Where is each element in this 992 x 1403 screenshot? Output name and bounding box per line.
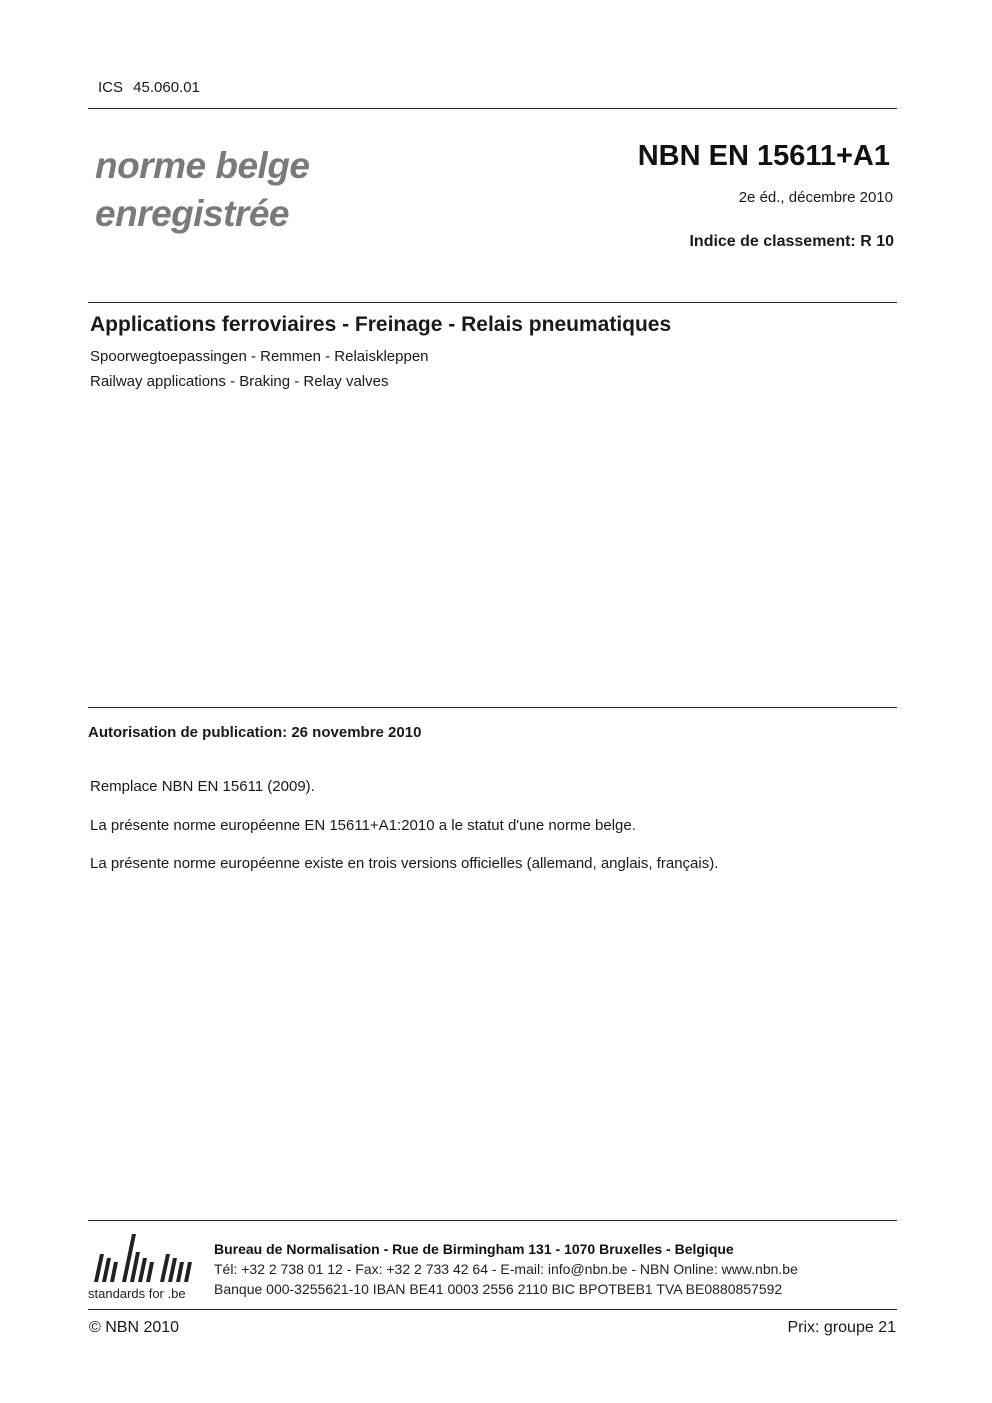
bottom-divider (88, 1309, 897, 1310)
nbn-logo (88, 1228, 200, 1306)
brand-title (95, 142, 310, 238)
edition-date: 2e éd., décembre 2010 (738, 189, 893, 206)
title-english: Railway applications - Braking - Relay valves (90, 373, 389, 390)
header-divider (88, 108, 897, 109)
brand-title-line2: enregistrée (95, 193, 289, 234)
footer-address: Bureau de Normalisation - Rue de Birmingham 131 - 1070 Bruxelles - Belgique (214, 1241, 734, 1257)
publication-authorisation: Autorisation de publication: 26 novembre 2010 (88, 724, 422, 741)
nbn-logo-icon (88, 1228, 200, 1286)
classification-index: Indice de classement: R 10 (689, 233, 894, 250)
title-divider (88, 302, 897, 303)
replaces-note: Remplace NBN EN 15611 (2009). (90, 778, 315, 795)
logo-caption: standards for .be (88, 1286, 186, 1301)
footer-bank: Banque 000-3255621-10 IBAN BE41 0003 2556 2110 BIC BPOTBEB1 TVA BE0880857592 (214, 1281, 783, 1297)
footer-contact: Tél: +32 2 738 01 12 - Fax: +32 2 733 42 64 - E-mail: info@nbn.be - NBN Online: www.nbn.be (214, 1261, 798, 1277)
price-group: Prix: groupe 21 (787, 1319, 896, 1336)
brand-title-line1: norme belge (95, 145, 310, 186)
versions-note: La présente norme européenne existe en trois versions officielles (allemand, anglais, français). (90, 855, 719, 872)
ics-code: ICS 45.060.01 (98, 79, 200, 96)
footer-divider (88, 1220, 897, 1221)
standard-number: NBN EN 15611+A1 (637, 140, 890, 172)
title-french: Applications ferroviaires - Freinage - Relais pneumatiques (90, 313, 672, 336)
copyright: © NBN 2010 (89, 1319, 180, 1336)
publication-divider (88, 707, 897, 708)
status-note: La présente norme européenne EN 15611+A1:2010 a le statut d'une norme belge. (90, 817, 636, 834)
title-dutch: Spoorwegtoepassingen - Remmen - Relaiskleppen (90, 348, 429, 365)
